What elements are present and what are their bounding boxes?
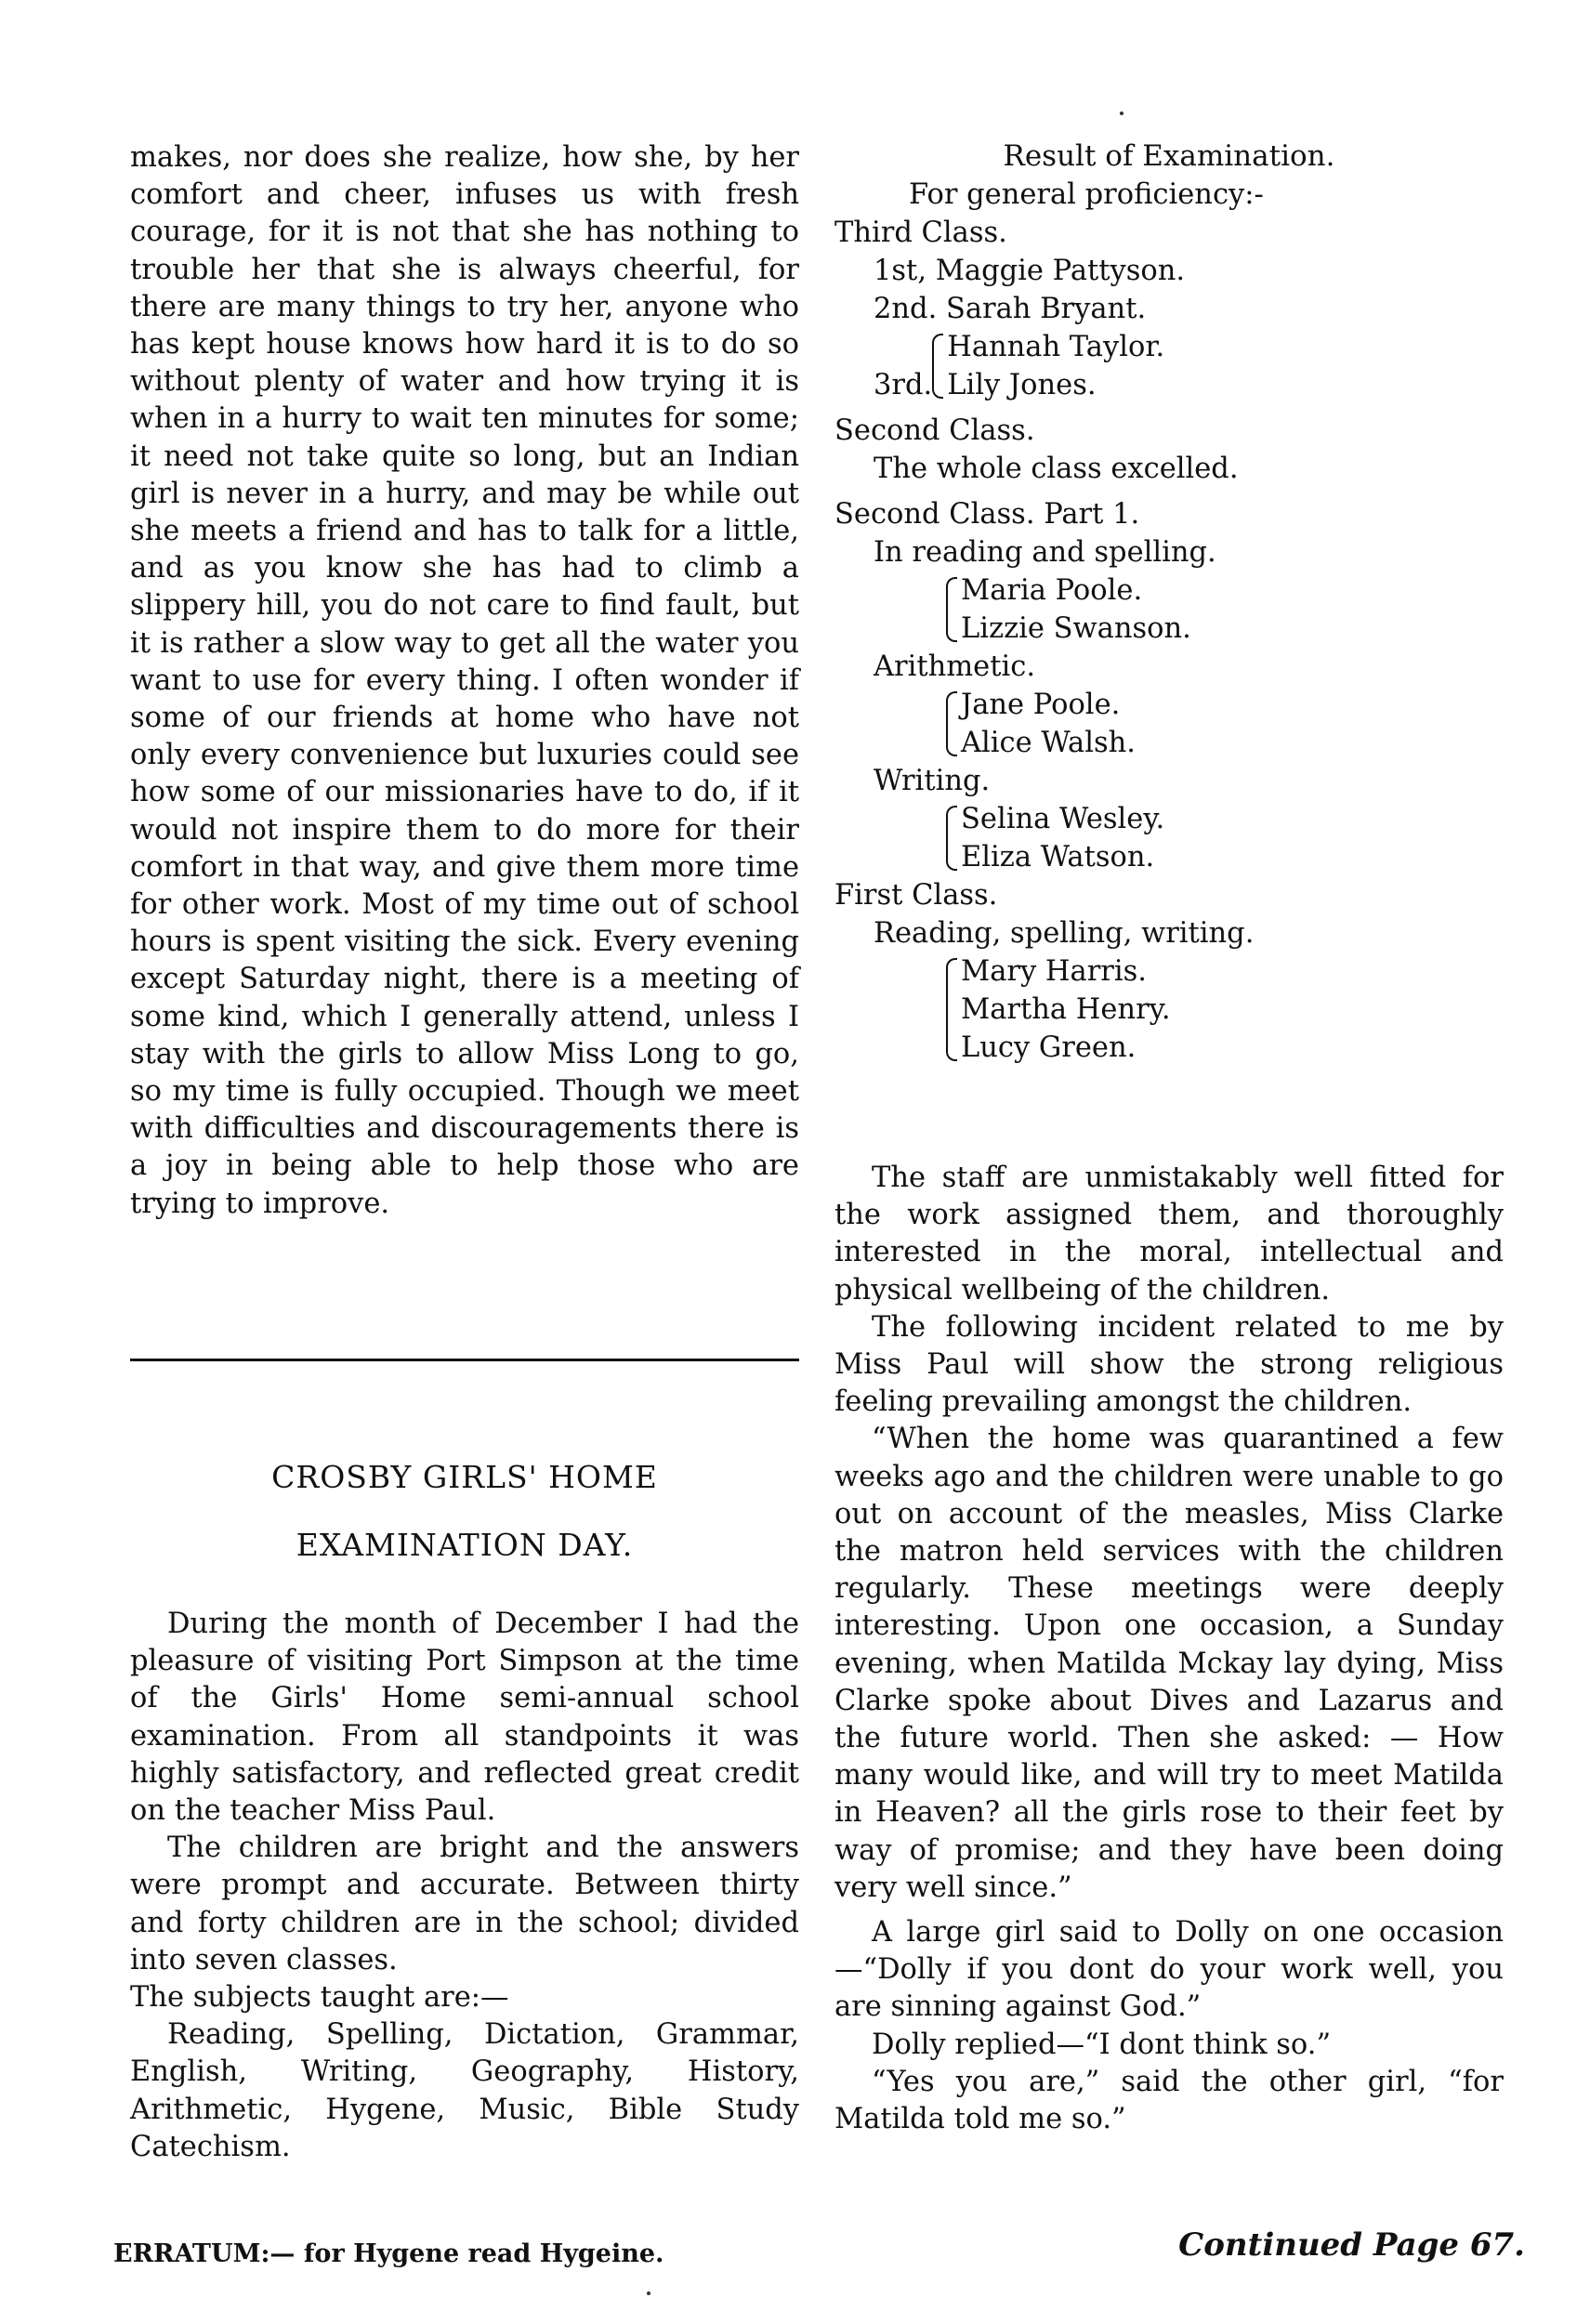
body-paragraph: Reading, Spelling, Dictation, Grammar, English, Writing, Geography, History, Arithmetic, Hygene, Music, Bible Study Catechism. bbox=[130, 2018, 799, 2163]
rank-label: 3rd. bbox=[874, 369, 933, 401]
body-paragraph: The children are bright and the answers were prompt and accurate. Between thirty and forty children are in the school; divided into seven classes. bbox=[130, 1832, 799, 1976]
body-paragraph: The staff are unmistakably well fitted for the work assigned them, and thoroughly interested in the moral, intellectual and physical wellbeing of the children. bbox=[834, 1162, 1504, 1306]
class-label: First Class. bbox=[834, 879, 998, 912]
body-paragraph: A large girl said to Dolly on one occasion —“Dolly if you dont do your work well, you are sinning against God.” bbox=[834, 1916, 1504, 2024]
continued-note: Continued Page 67. bbox=[1178, 2226, 1525, 2264]
body-paragraph: The subjects taught are:— bbox=[130, 1981, 509, 2015]
article-title: CROSBY GIRLS' HOME bbox=[271, 1459, 658, 1495]
student-name: Hannah Taylor. bbox=[947, 331, 1165, 363]
print-speck bbox=[1120, 112, 1124, 115]
result-entry-group bbox=[834, 686, 1504, 762]
result-entry: 1st, Maggie Pattyson. bbox=[874, 255, 1186, 287]
results-section bbox=[834, 138, 1504, 1067]
result-entry-group bbox=[834, 328, 1504, 404]
brace bbox=[946, 806, 957, 871]
class-label: Second Class. Part 1. bbox=[834, 498, 1140, 531]
student-name: Jane Poole. bbox=[961, 689, 1121, 721]
body-paragraph: “When the home was quarantined a few weeks ago and the children were unable to go out on account of the measles, Miss Clarke the matron held services with the children regularly. These meetings were deeply interesting. Upon one occasion, a Sunday evening, when Matilda Mckay lay dying, Miss Clarke spoke about Dives and Lazarus and the future world. Then she asked: — How many would like, and will try to meet Matilda in Heaven? all the girls rose to their feet by way of promise; and they have been doing very well since.” bbox=[834, 1423, 1504, 1904]
erratum-note: ERRATUM:— for Hygene read Hygeine. bbox=[113, 2239, 664, 2268]
student-name: Lizzie Swanson. bbox=[961, 612, 1191, 645]
body-paragraph: The following incident related to me by Miss Paul will show the strong religious feeling prevailing amongst the children. bbox=[834, 1310, 1504, 1419]
student-name: Maria Poole. bbox=[961, 574, 1143, 607]
brace bbox=[946, 577, 957, 642]
student-name: Alice Walsh. bbox=[961, 727, 1136, 759]
print-speck bbox=[647, 2291, 650, 2295]
student-name: Lucy Green. bbox=[961, 1031, 1137, 1064]
class-label: Second Class. bbox=[834, 414, 1035, 447]
article-body bbox=[130, 1606, 799, 2166]
right-column-body bbox=[834, 1160, 1504, 2138]
student-name: Selina Wesley. bbox=[961, 803, 1165, 835]
result-entry: 2nd. Sarah Bryant. bbox=[874, 293, 1147, 325]
result-entry-group bbox=[834, 571, 1504, 648]
subject-label: Reading, spelling, writing. bbox=[874, 917, 1255, 950]
result-entry-group bbox=[834, 952, 1504, 1067]
subject-label: Writing. bbox=[874, 765, 991, 797]
student-name: Martha Henry. bbox=[961, 993, 1171, 1026]
student-name: Lily Jones. bbox=[947, 369, 1097, 401]
brace bbox=[946, 691, 957, 756]
results-subheading: For general proficiency:- bbox=[909, 178, 1264, 211]
student-name: Mary Harris. bbox=[961, 955, 1147, 988]
article-subtitle: EXAMINATION DAY. bbox=[296, 1527, 634, 1563]
results-heading: Result of Examination. bbox=[1003, 139, 1335, 173]
class-note: The whole class excelled. bbox=[874, 453, 1239, 485]
student-name: Eliza Watson. bbox=[961, 841, 1155, 873]
body-paragraph: Dolly replied—“I dont think so.” bbox=[872, 2028, 1332, 2061]
brace bbox=[932, 334, 943, 399]
class-label: Third Class. bbox=[834, 217, 1007, 249]
subject-label: In reading and spelling. bbox=[874, 536, 1216, 569]
body-paragraph: During the month of December I had the pleasure of visiting Port Simpson at the time of the Girls' Home semi-annual school examination. From all standpoints it was highly satisfactory, and reflected great credit on the teacher Miss Paul. bbox=[130, 1608, 799, 1828]
result-entry-group bbox=[834, 800, 1504, 876]
body-paragraph: “Yes you are,” said the other girl, “for Matilda told me so.” bbox=[834, 2065, 1504, 2136]
left-column bbox=[130, 139, 799, 1223]
section-divider bbox=[130, 1359, 799, 1361]
body-paragraph: makes, nor does she realize, how she, by her comfort and cheer, infuses us with fresh courage, for it is not that she has nothing to trouble her that she is always cheerful, for there are many things to try her, anyone who has kept house knows how hard it is to do so without plenty of water and how trying it is when in a hurry to wait ten minutes for some; it need not take quite so long, but an Indian girl is never in a hurry, and may be while out she meets a friend and has to talk for a little, and as you know she has had to climb a slippery hill, you do not care to find fault, but it is rather a slow way to get all the water you want to use for every thing. I often wonder if some of our friends at home who have not only every convenience but luxuries could see how some of our missionaries have to do, if it would not inspire them to do more for their comfort in that way, and give them more time for other work. Most of my time out of school hours is spent visiting the sick. Every evening except Saturday night, there is a meeting of some kind, which I generally attend, unless I stay with the girls to allow Miss Long to go, so my time is fully occupied. Though we meet with difficulties and discouragements there is a joy in being able to help those who are trying to improve. bbox=[130, 141, 799, 1220]
brace bbox=[946, 958, 957, 1061]
subject-label: Arithmetic. bbox=[874, 650, 1036, 683]
